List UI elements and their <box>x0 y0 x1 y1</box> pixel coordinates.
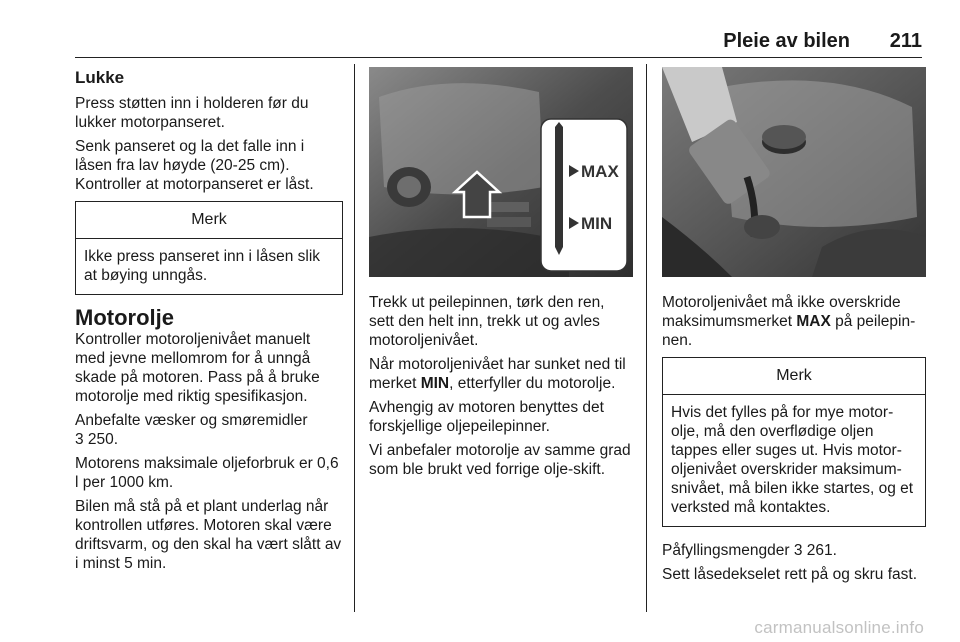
column-2 <box>369 64 633 484</box>
paragraph: Vi anbefaler motorolje av samme grad som ble brukt ved forrige olje-skift. <box>369 442 631 478</box>
watermark: carmanualsonline.info <box>754 618 924 637</box>
header-rule <box>75 57 922 58</box>
section-heading-lukke: Lukke <box>75 68 125 87</box>
note-box <box>75 201 343 295</box>
dipstick-photo <box>369 67 633 277</box>
bold-term: MIN <box>420 375 450 392</box>
note-body: Ikke press panseret inn i låsen slik at bøying unngås. <box>84 248 321 284</box>
paragraph: Avhengig av motoren benyttes det forskjellige oljepeilepinner. <box>369 399 604 435</box>
note-title: Merk <box>663 358 925 395</box>
paragraph: Senk panseret og la det falle inn i låsen fra lav høyde (20-25 cm). Kontroller at motorpanseret er låst. <box>75 138 314 193</box>
paragraph: Trekk ut peilepinnen, tørk den ren, sett den helt inn, trekk ut og avles motoroljenivået. <box>369 294 605 349</box>
paragraph <box>662 293 926 350</box>
paragraph: Bilen må stå på et plant underlag når kontrollen utføres. Motoren skal være driftsvarm, og den skal ha vært slått av i minst 5 min. <box>75 498 342 572</box>
paragraph: Motorens maksimale oljeforbruk er 0,6 l per 1000 km. <box>75 455 339 491</box>
paragraph-text: , etterfyller du motorolje. <box>449 375 616 392</box>
paragraph: Påfyllingsmengder 3 261. <box>662 542 837 559</box>
column-1 <box>75 64 343 578</box>
paragraph: Kontroller motoroljenivået manuelt med jevne mellomrom for å unngå skade på motoren. Pass på å bruke motorolje med riktig spesifikasjon. <box>75 331 320 405</box>
section-heading-motorolje: Motorolje <box>75 305 174 330</box>
page-number: 211 <box>889 30 922 52</box>
column-divider <box>646 64 647 612</box>
note-box <box>662 357 926 527</box>
column-divider <box>354 64 355 612</box>
note-body: Hvis det fylles på for mye motor-olje, må den overflødige oljen tappes eller suges ut. Hvis motor-oljenivået overskrider maksimum-snivået, må bilen ikke startes, og et verksted må kontaktes. <box>671 404 914 516</box>
page-header-title: Pleie av bilen <box>723 30 850 52</box>
column-3 <box>662 64 926 589</box>
paragraph-text: Motoroljenivået må ikke overskride maksimumsmerket <box>662 294 901 330</box>
max-label: MAX <box>581 162 619 181</box>
note-title: Merk <box>76 202 342 239</box>
bold-term: MAX <box>796 313 831 330</box>
min-label: MIN <box>581 214 613 233</box>
paragraph-text: Anbefalte væsker og smøremidler <box>75 412 308 429</box>
paragraph-text: på peilepin-nen. <box>662 313 916 349</box>
paragraph: Sett låsedekselet rett på og skru fast. <box>662 566 918 583</box>
paragraph: Press støtten inn i holderen før du lukker motorpanseret. <box>75 95 309 131</box>
paragraph <box>75 411 343 449</box>
oil-fill-photo <box>662 67 926 277</box>
page-reference-link[interactable]: 3 250. <box>75 431 119 448</box>
paragraph <box>369 355 633 393</box>
paragraph-text: Når motoroljenivået har sunket ned til merket <box>369 356 626 392</box>
